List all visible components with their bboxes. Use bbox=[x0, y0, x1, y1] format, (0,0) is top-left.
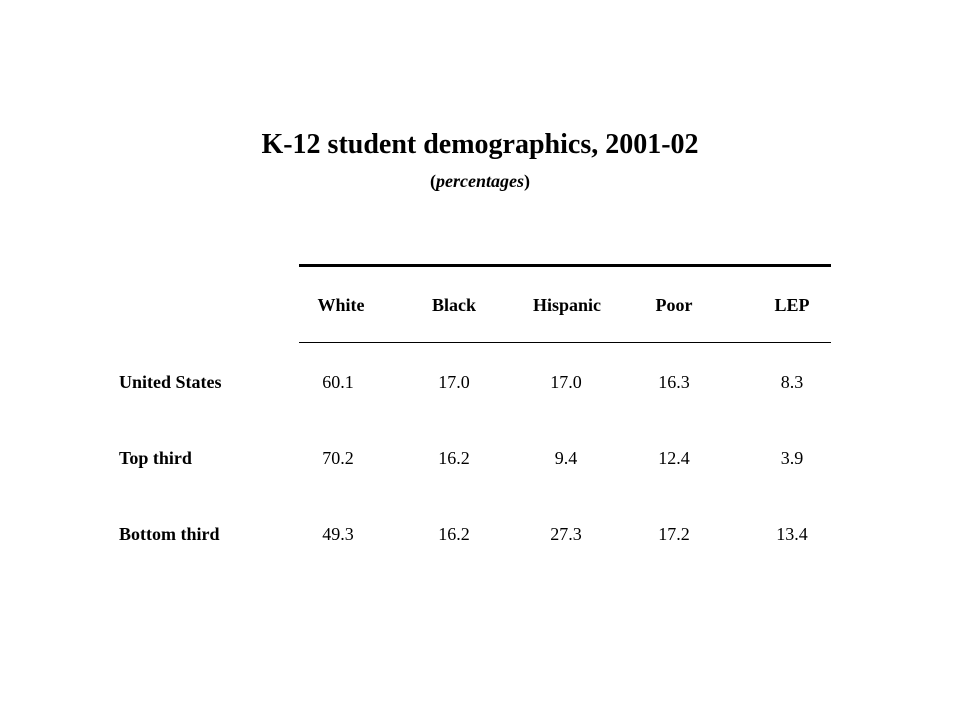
table-cell: 17.0 bbox=[550, 372, 582, 392]
table-cell: 8.3 bbox=[780, 372, 804, 392]
page-title: K-12 student demographics, 2001-02 bbox=[261, 129, 699, 160]
table-cell: 9.4 bbox=[554, 448, 578, 468]
table-cell: 3.9 bbox=[780, 448, 804, 468]
table-cell: 27.3 bbox=[550, 524, 582, 544]
row-label-bottom-third: Bottom third bbox=[119, 524, 220, 544]
subtitle-open-paren: ( bbox=[430, 171, 436, 191]
subtitle-text: percentages bbox=[436, 171, 524, 191]
table-top-rule bbox=[299, 264, 831, 267]
table-cell: 13.4 bbox=[776, 524, 808, 544]
subtitle-close-paren: ) bbox=[523, 171, 530, 191]
row-label-united-states: United States bbox=[119, 372, 222, 392]
table-cell: 49.3 bbox=[322, 524, 354, 544]
table-cell: 12.4 bbox=[658, 448, 690, 468]
column-header-lep: LEP bbox=[774, 295, 810, 315]
page-subtitle bbox=[0, 170, 960, 192]
column-header-black: Black bbox=[431, 295, 476, 315]
table-cell: 17.2 bbox=[658, 524, 690, 544]
column-header-poor: Poor bbox=[655, 295, 693, 315]
table-cell: 16.2 bbox=[438, 448, 470, 468]
row-label-top-third: Top third bbox=[119, 448, 192, 468]
table-cell: 16.2 bbox=[438, 524, 470, 544]
table-cell: 17.0 bbox=[438, 372, 470, 392]
column-header-white: White bbox=[317, 295, 365, 315]
column-header-hispanic: Hispanic bbox=[532, 295, 602, 315]
table-cell: 60.1 bbox=[322, 372, 354, 392]
table-header-rule bbox=[299, 342, 831, 343]
table-cell: 70.2 bbox=[322, 448, 354, 468]
table-cell: 16.3 bbox=[658, 372, 690, 392]
